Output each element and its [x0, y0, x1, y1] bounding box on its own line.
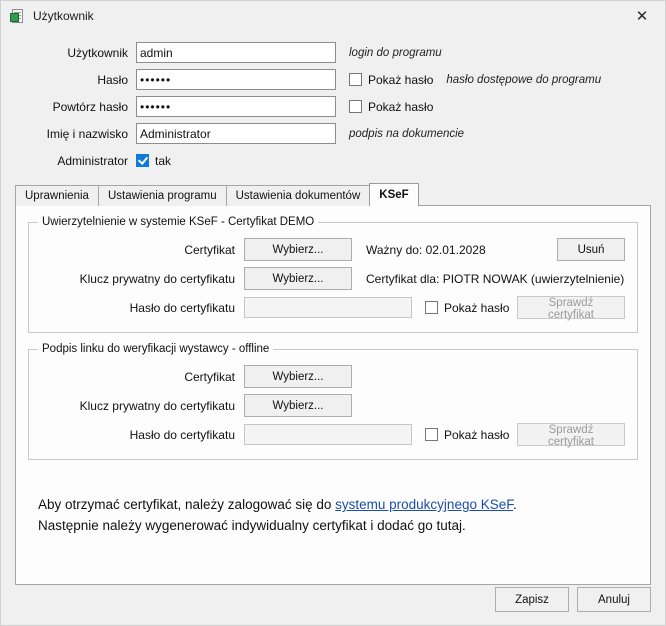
user-document-icon [10, 8, 26, 24]
ksef-production-system-link[interactable]: systemu produkcyjnego KSeF [335, 497, 513, 512]
show-repeat-password-toggle[interactable] [349, 100, 433, 114]
group-ksef-authentication [28, 216, 638, 333]
verify-offline-certificate-button[interactable]: Sprawdź certyfikat [517, 423, 625, 446]
label-administrator: Administrator [57, 153, 128, 168]
show-password-toggle[interactable] [349, 73, 433, 87]
field-row-administrator [1, 147, 665, 174]
choose-certificate-button[interactable]: Wybierz... [244, 238, 352, 261]
label-administrator-yes: tak [155, 153, 172, 168]
note-line2: Następnie należy wygenerować indywidualny certyfikat i dodać go tutaj. [38, 518, 466, 533]
close-icon[interactable]: ✕ [635, 7, 649, 25]
label-certificate: Certyfikat [184, 242, 235, 257]
label-show-certificate-password: Pokaż hasło [444, 300, 510, 315]
certificate-password-input[interactable] [244, 297, 412, 318]
tabstrip [15, 183, 665, 206]
row-offline-certificate [29, 362, 637, 391]
verify-certificate-button[interactable]: Sprawdź certyfikat [517, 296, 625, 319]
show-offline-certificate-password-toggle[interactable] [425, 428, 509, 442]
username-input[interactable] [136, 42, 336, 63]
label-show-repeat-password: Pokaż hasło [368, 99, 434, 114]
note-line1-before: Aby otrzymać certyfikat, należy zalogować się do [38, 497, 336, 512]
label-password: Hasło [97, 72, 128, 87]
offline-certificate-password-input[interactable] [244, 424, 412, 445]
fullname-input[interactable] [136, 123, 336, 144]
note-line1-after: . [512, 497, 517, 512]
delete-certificate-button[interactable]: Usuń [557, 238, 625, 261]
group-offline-signature [28, 343, 638, 460]
label-show-password: Pokaż hasło [368, 72, 434, 87]
row-certificate-password [29, 293, 637, 322]
label-offline-certificate-password: Hasło do certyfikatu [129, 427, 235, 442]
cancel-button[interactable]: Anuluj [577, 587, 651, 612]
tab-ustawienia-programu[interactable]: Ustawienia programu [98, 185, 227, 206]
tab-panel-ksef [15, 205, 651, 585]
show-certificate-password-toggle[interactable] [425, 301, 509, 315]
titlebar [1, 1, 665, 31]
field-row-password [1, 66, 665, 93]
hint-fullname: podpis na dokumencie [349, 127, 465, 140]
choose-offline-private-key-button[interactable]: Wybierz... [244, 394, 352, 417]
row-certificate [29, 235, 637, 264]
checkbox-show-repeat-password[interactable] [349, 100, 362, 113]
user-form [1, 31, 665, 174]
row-private-key [29, 264, 637, 293]
row-offline-certificate-password [29, 420, 637, 449]
checkbox-show-password[interactable] [349, 73, 362, 86]
checkbox-administrator[interactable] [136, 154, 149, 167]
choose-private-key-button[interactable]: Wybierz... [244, 267, 352, 290]
label-repeat-password: Powtórz hasło [52, 99, 128, 114]
label-show-offline-certificate-password: Pokaż hasło [444, 427, 510, 442]
label-username: Użytkownik [67, 45, 128, 60]
certificate-owner: Certyfikat dla: PIOTR NOWAK (uwierzytelnienie) [366, 271, 625, 286]
field-row-repeat-password [1, 93, 665, 120]
label-private-key: Klucz prywatny do certyfikatu [79, 271, 235, 286]
group-title-offline-signature: Podpis linku do weryfikacji wystawcy - offline [38, 343, 273, 355]
repeat-password-input[interactable] [136, 96, 336, 117]
label-certificate-password: Hasło do certyfikatu [129, 300, 235, 315]
choose-offline-certificate-button[interactable]: Wybierz... [244, 365, 352, 388]
tab-uprawnienia[interactable]: Uprawnienia [15, 185, 99, 206]
password-input[interactable] [136, 69, 336, 90]
checkbox-show-certificate-password[interactable] [425, 301, 438, 314]
save-button[interactable]: Zapisz [495, 587, 569, 612]
hint-username: login do programu [349, 46, 442, 59]
label-offline-private-key: Klucz prywatny do certyfikatu [79, 398, 235, 413]
field-row-username [1, 39, 665, 66]
tab-ustawienia-dokumentow[interactable]: Ustawienia dokumentów [226, 185, 371, 206]
label-fullname: Imię i nazwisko [46, 126, 128, 141]
certificate-valid-until: Ważny do: 02.01.2028 [366, 242, 486, 257]
administrator-toggle[interactable] [136, 154, 171, 168]
tab-ksef[interactable]: KSeF [369, 183, 418, 206]
hint-password: hasło dostępowe do programu [446, 73, 602, 86]
ksef-note [38, 494, 628, 536]
row-offline-private-key [29, 391, 637, 420]
window-title: Użytkownik [33, 9, 94, 23]
group-title-authentication: Uwierzytelnienie w systemie KSeF - Certyfikat DEMO [38, 216, 318, 228]
checkbox-show-offline-certificate-password[interactable] [425, 428, 438, 441]
field-row-fullname [1, 120, 665, 147]
dialog-footer [495, 587, 651, 612]
label-offline-certificate: Certyfikat [184, 369, 235, 384]
